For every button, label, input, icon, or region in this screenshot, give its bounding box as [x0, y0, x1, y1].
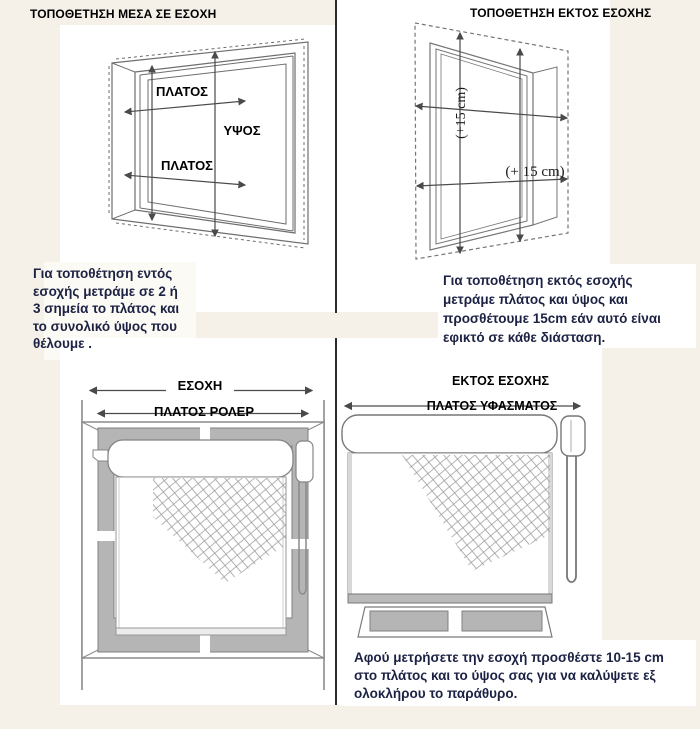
diagram-roller-inside-recess: [60, 375, 335, 695]
width-extra-label: (+ 15 cm): [505, 164, 565, 180]
roller-end-cap: [561, 416, 585, 456]
height-label: ΥΨΟΣ: [223, 123, 261, 138]
chain-loop: [567, 456, 576, 582]
window-recess-outline: [109, 39, 308, 248]
note-outside-recess: Για τοποθέτηση εκτός εσοχής μετράμε πλάτος και ύψος και προσθέτουμε 15cm εάν αυτό είναι εφικτό σε κάθε διάσταση.: [443, 273, 661, 345]
window-pane-right: [462, 611, 542, 631]
roller-width-arrow: [98, 404, 308, 419]
roller-bracket: [93, 450, 108, 461]
roller-tube: [342, 415, 557, 453]
diagram-roller-outside-recess: [340, 375, 600, 647]
width-label-bottom: ΠΛΑΤΟΣ: [161, 158, 213, 173]
fabric-edge-left: [348, 453, 352, 594]
note-inside-recess: Για τοποθέτηση εντός εσοχής μετράμε σε 2 ή 3 σημεία το πλάτος και το συνολικό ύψος που θέλουμε .: [33, 266, 180, 352]
diagram-window-outside-recess: [337, 18, 610, 270]
fabric-bottom-bar: [348, 594, 552, 603]
diagram-window-inside-recess: [60, 32, 335, 277]
roller-tube: [108, 440, 293, 477]
title-inside-recess: ΤΟΠΟΘΕΤΗΣΗ ΜΕΣΑ ΣΕ ΕΣΟΧΗ: [30, 7, 217, 21]
note-bottom: Αφού μετρήσετε την εσοχή προσθέστε 10-15 cm στο πλάτος και το ύψος σας για να καλύψετε εξ ολοκλήρου το παράθυρο.: [354, 650, 664, 702]
fabric-width-label: ΠΛΑΤΟΣ ΥΦΑΣΜΑΤΟΣ: [426, 399, 558, 413]
vertical-divider-bottom: [335, 338, 337, 705]
measure-arrows-outside: [416, 33, 567, 253]
title-outside-recess: ΤΟΠΟΘΕΤΗΣΗ ΕΚΤΟΣ ΕΣΟΧΗΣ: [470, 6, 652, 20]
roller-width-label: ΠΛΑΤΟΣ ΡΟΛΕΡ: [153, 404, 255, 419]
title-outside-recess-bottom: ΕΚΤΟΣ ΕΣΟΧΗΣ: [452, 374, 550, 388]
fabric-bottom-bar: [116, 628, 286, 635]
roller-end-cap: [296, 441, 313, 482]
window-pane-left: [370, 611, 448, 631]
recess-label: ΕΣΟΧΗ: [177, 378, 223, 393]
fabric-width-arrow: [345, 399, 580, 413]
height-extra-label: (+15 cm): [454, 87, 469, 139]
recess-width-arrow: [90, 376, 312, 393]
window-outline: [415, 23, 568, 259]
width-label-top: ΠΛΑΤΟΣ: [156, 84, 208, 99]
